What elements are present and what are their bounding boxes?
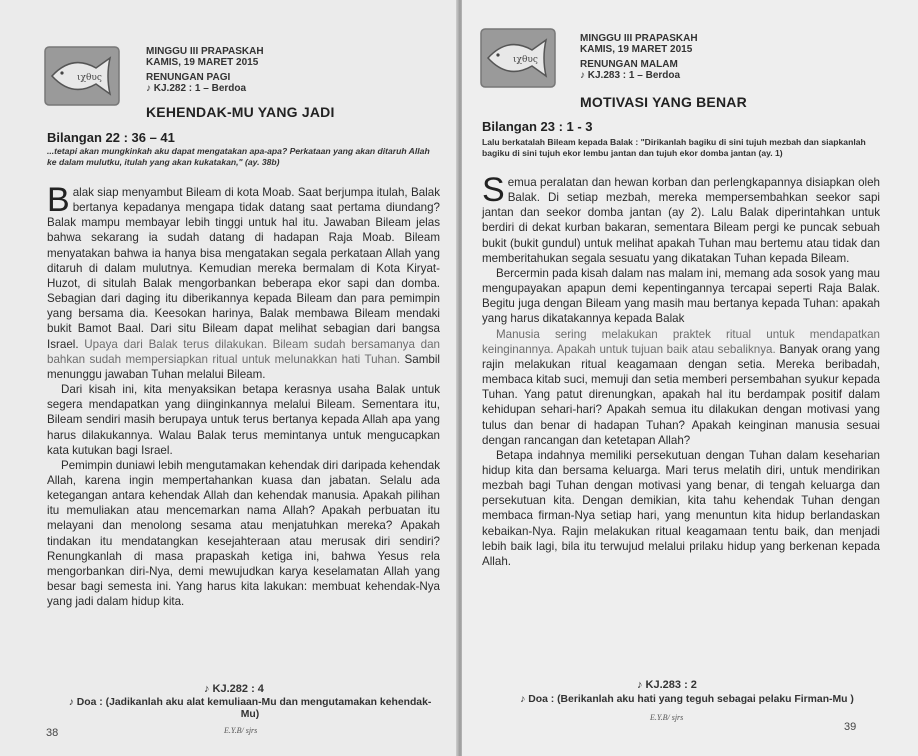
- paragraph: Dari kisah ini, kita menyaksikan betapa kerasnya usaha Balak untuk segera mendapatkan yang diinginkannya melalui Bileam. Sementara itu, Bileam sendiri masih berupaya untuk terus bertanya kepada Allah apa yang harus dilakukannya. Walau Balak terus memintanya untuk mengucapkan kata kutukan bagi Israel.: [47, 383, 440, 457]
- devotion-title: MOTIVASI YANG BENAR: [580, 94, 747, 110]
- page-number: 39: [844, 721, 857, 733]
- key-verse: Lalu berkatalah Bileam kepada Balak : "Dirikanlah bagiku di sini tujuh mezbah dan siapkanlah bagiku di sini tujuh ekor lembu jantan dan tujuh ekor domba jantan (ay. 1): [482, 137, 866, 158]
- header-session: RENUNGAN PAGI: [146, 72, 231, 83]
- scripture-reference: Bilangan 22 : 36 – 41: [47, 130, 175, 145]
- paragraph: Pemimpin duniawi lebih mengutamakan kehendak diri daripada kehendak Allah, karena ingin mempertahankan kuasa dan jabatan. Selalu ada ketegangan antara kehendak Allah dan kehendak manusia. Apakah pilihan itu memuliakan atau mencemarkan nama Allah? Apakah perbuatan itu melayani dan menolong sesama atau menjatuhkan mereka? Apakah tindakan itu mendatangkan kesejahteraan atau merusak diri sendiri? Renungkanlah di masa prapaskah ketiga ini, bahwa Yesus rela mengorbankan diri-Nya, demi mewujudkan karya keselamatan Allah yang besar bagi semesta ini. Yang harus kita lakukan: membuat kehendak-Nya yang jadi dalam hidup kita.: [47, 458, 440, 609]
- author-signature: E.Y.B/ sjrs: [650, 713, 684, 722]
- devotion-title: KEHENDAK-MU YANG JADI: [146, 104, 335, 120]
- header: [580, 33, 698, 81]
- page-number: 38: [46, 727, 59, 739]
- prayer-line: ♪ Doa : (Berikanlah aku hati yang teguh sebagai pelaku Firman-Mu ): [520, 694, 854, 705]
- left-page: [0, 0, 458, 756]
- header-week: MINGGU III PRAPASKAH: [146, 46, 264, 57]
- header-date: KAMIS, 19 MARET 2015: [146, 57, 259, 68]
- devotion-body: [47, 181, 440, 609]
- logo-text: ιχθυς: [77, 73, 102, 83]
- header-week: MINGGU III PRAPASKAH: [580, 33, 698, 44]
- header-hymn: ♪ KJ.282 : 1 – Berdoa: [146, 83, 247, 94]
- drop-cap: S: [482, 171, 505, 209]
- devotion-body: [482, 171, 880, 569]
- logo-text: ιχθυς: [513, 55, 538, 65]
- paragraph: Semua peralatan dan hewan korban dan perlengkapannya disiapkan oleh Balak. Di setiap mezbah, mereka mempersembahkan seekor sapi jantan dan seekor domba jantan (ay 2). Lalu Balak diperintahkan untuk berdiri di dekat kurban bakaran, sementara Bileam pergi ke puncak sebuah bukit (bukit gundul) untuk melihat apakah Tuhan mau bertemu atau tidak dan memberitahukan segala sesuatu yang dikatakan Tuhan kepada Bileam.: [482, 171, 880, 265]
- ichthys-fish-logo: [480, 28, 556, 88]
- closing-hymn: ♪ KJ.282 : 4: [204, 683, 264, 695]
- closing-hymn: ♪ KJ.283 : 2: [637, 679, 697, 691]
- paragraph: Bercermin pada kisah dalam nas malam ini, memang ada sosok yang mau mengupayakan apapun demi kepentingannya tercapai seperti Raja Balak. Begitu juga dengan Bileam yang masih mau bertanya kepada Tuhan: apakah yang harus dikatakannya kepada Balak: [482, 266, 880, 326]
- prayer-line: ♪ Doa : (Jadikanlah aku alat kemuliaan-Mu dan mengutamakan kehendak-Mu): [68, 697, 432, 720]
- ichthys-fish-logo: [44, 46, 120, 106]
- header-hymn: ♪ KJ.283 : 1 – Berdoa: [580, 70, 681, 81]
- drop-cap: B: [47, 181, 70, 219]
- key-verse: ...tetapi akan mungkinkah aku dapat mengatakan apa-apa? Perkataan yang akan ditaruh Allah ke dalam mulutku, itulah yang akan kukatakan," (ay. 38b): [47, 146, 430, 167]
- header: [146, 46, 264, 94]
- right-page: [462, 0, 918, 756]
- paragraph: Betapa indahnya memiliki persekutuan dengan Tuhan dalam keseharian hidup kita dan bersama keluarga. Mari terus melatih diri, untuk mendirikan mezbah bagi Tuhan dengan motivasi yang benar, di tengah keluarga dan persekutuan kita. Dengan demikian, kita tahu kehendak Tuhan dengan membaca firman-Nya setiap hari, yang menuntun kita hidup berlandaskan kebaikan-Nya. Rajin melakukan ritual keagamaan tentu baik, dan menjadi lebih baik lagi, bila itu terwujud melalui prilaku hidup yang berkenan kepada Allah.: [482, 448, 880, 568]
- paragraph: Manusia sering melakukan praktek ritual untuk mendapatkan keinginannya. Apakah untuk tujuan baik atau sebaliknya. Banyak orang yang rajin melakukan ritual keagamaan dengan setia. Mereka beribadah, membaca kitab suci, memuji dan setia memberi persembahan syukur kepada Tuhan. Yang patut direnungkan, apakah hal itu berdampak positif dalam kehidupan sehari-hari? Apakah semua itu dilakukan dengan motivasi yang tulus dan benar di hadapan Tuhan? Apakah keinginan manusia sesuai dengan rancangan dan ketetapan Allah?: [482, 327, 880, 447]
- scripture-reference: Bilangan 23 : 1 - 3: [482, 119, 593, 134]
- header-session: RENUNGAN MALAM: [580, 59, 678, 70]
- paragraph: Balak siap menyambut Bileam di kota Moab. Saat berjumpa itulah, Balak bertanya kepadanya mengapa tidak datang saat pertama diundang? Balak mampu membayar lebih tinggi untuk hal itu. Jawaban Bileam jelas bahwa sekarang ia sudah datang di hadapan Raja Moab. Bileam menyatakan bahwa ia hanya bisa mengatakan segala perkataan Allah yang ditaruh di dalam mulutnya. Kemudian mereka bermalam di Kota Kiryat-Huzot, di situlah Balak mengorbankan beberapa ekor sapi dan domba. Sebagian dari daging itu diberikannya kepada Bileam dan para pemimpin yang bersama dia. Keesokan harinya, Balak membawa Bileam mendaki bukit Bamot Baal. Dari situ Bileam dapat melihat sebagian dari bangsa Israel. Upaya dari Balak terus dilakukan. Bileam sudah bersamanya dan bahkan sudah mempersiapkan ritual untuk melunakkan hati Tuhan. Sambil menunggu jawaban Tuhan melalui Bileam.: [47, 181, 440, 381]
- header-date: KAMIS, 19 MARET 2015: [580, 44, 693, 55]
- author-signature: E.Y.B/ sjrs: [224, 726, 258, 735]
